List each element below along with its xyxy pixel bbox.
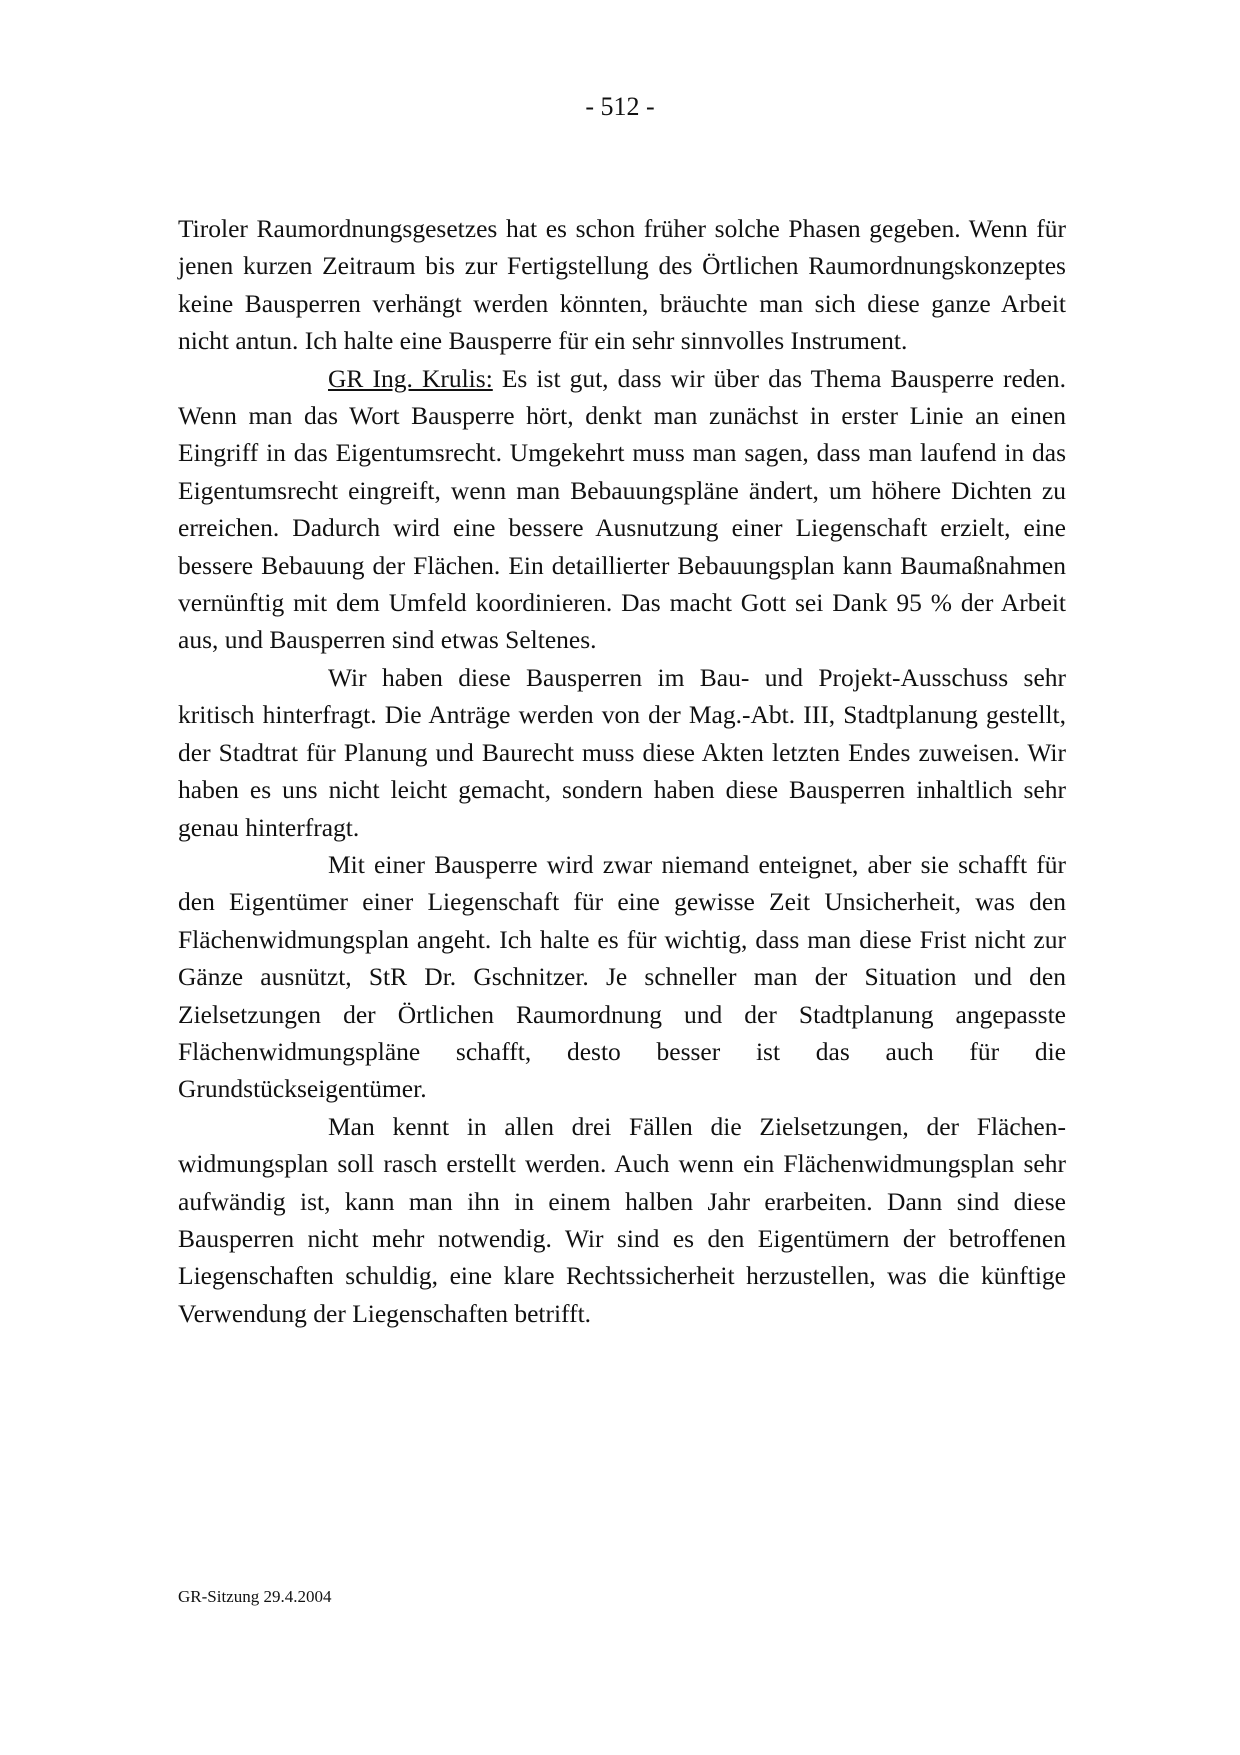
paragraph: Wir haben diese Bausperren im Bau- und Projekt-Ausschuss sehr kritisch hinterfragt. Die Anträge werden von der Mag.-Abt. III, Stadtplanung gestellt, der Stadtrat für Planung und Baurecht muss diese Akten letzten Endes zuweisen. Wir haben es uns nicht leicht gemacht, sondern haben diese Bausperren inhaltlich sehr genau hinterfragt. xyxy=(178,662,1066,842)
speech-text: Es ist gut, dass wir über das Thema Bausperre reden. Wenn man das Wort Bausperre hört, denkt man zunächst in erster Linie an einen Eingriff in das Eigentumsrecht. Umgekehrt muss man sagen, dass man laufend in das Eigentumsrecht eingreift, wenn man Bebauungspläne ändert, um höhere Dichten zu erreichen. Dadurch wird eine bessere Ausnutzung einer Liegenschaft erzielt, eine bessere Bebauung der Flächen. Ein detaillierter Bebauungsplan kann Baumaßnahmen vernünftig mit dem Umfeld koordinieren. Das macht Gott sei Dank 95 % der Arbeit aus, und Bausperren sind etwas Seltenes. xyxy=(178,363,1066,655)
paragraph: Man kennt in allen drei Fällen die Zielsetzungen, der Flächenwidmungsplan soll rasch erstellt werden. Auch wenn ein Flächenwidmungsplan sehr aufwändig ist, kann man ihn in einem halben Jahr erarbeiten. Dann sind diese Bausperren nicht mehr notwendig. Wir sind es den Eigentümern der betroffenen Liegenschaften schuldig, eine klare Rechtssicherheit herzustellen, was die künftige Verwendung der Liegenschaften betrifft. xyxy=(178,1111,1066,1328)
page-number: - 512 - xyxy=(585,92,655,121)
paragraph-speech xyxy=(178,360,1066,659)
paragraph-continuation: Tiroler Raumordnungsgesetzes hat es schon früher solche Phasen gegeben. Wenn für jenen kurzen Zeitraum bis zur Fertigstellung des Örtlichen Raumordnungskonzeptes keine Bausperren verhängt werden könnten, bräuchte man sich diese ganze Arbeit nicht antun. Ich halte eine Bausperre für ein sehr sinnvolles Instrument. xyxy=(178,214,1066,356)
body-text xyxy=(178,210,1066,1332)
paragraph: Mit einer Bausperre wird zwar niemand enteignet, aber sie schafft für den Eigentümer einer Liegenschaft für eine gewisse Zeit Unsicherheit, was den Flächenwidmungsplan angeht. Ich halte es für wichtig, dass man diese Frist nicht zur Gänze ausnützt, StR Dr. Gschnitzer. Je schneller man der Situation und den Zielsetzungen der Örtlichen Raumordnung und der Stadtplanung angepasste Flächenwidmungspläne schafft, desto besser ist das auch für die Grundstückseigentümer. xyxy=(178,849,1066,1104)
speaker-name: GR Ing. Krulis: xyxy=(328,363,493,393)
footer-session-date: GR-Sitzung 29.4.2004 xyxy=(178,1587,332,1606)
